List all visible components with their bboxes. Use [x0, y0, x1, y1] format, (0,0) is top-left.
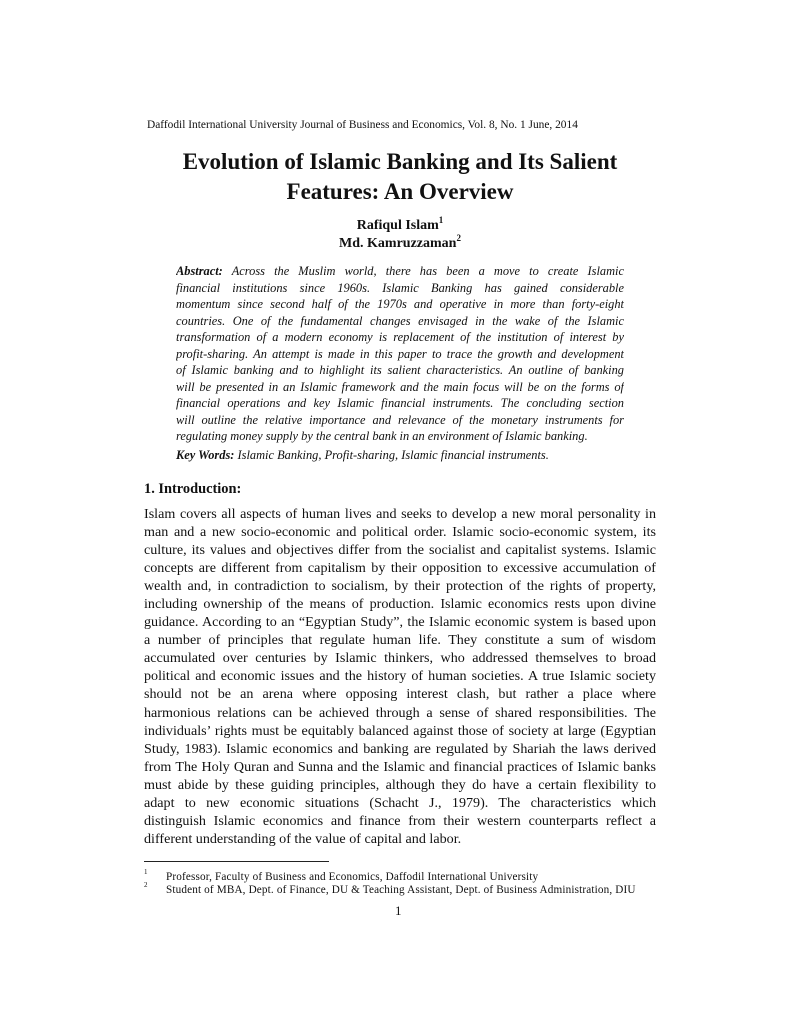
footnote-text: Student of MBA, Dept. of Finance, DU & Teaching Assistant, Dept. of Business Administration, DIU: [166, 884, 636, 896]
abstract-line: profit-sharing. An attempt is made in this paper to trace the growth and development: [176, 346, 624, 361]
page-number: 1: [395, 903, 402, 918]
paragraph-line: guidance. According to an “Egyptian Study”, the Islamic economic system is based upon: [144, 614, 656, 631]
paragraph-line: accumulated over centuries by Islamic thinkers, who addressed themselves to broad: [144, 650, 656, 667]
author-footnote-mark: 1: [438, 215, 444, 225]
paragraph-line: culture, its values and objectives differ from the socialist and capitalist systems. Islamic: [144, 542, 656, 559]
footnote-text: Professor, Faculty of Business and Economics, Daffodil International University: [166, 871, 539, 883]
author-footnote-mark: 2: [456, 233, 461, 243]
paragraph-line: different understanding of the value of capital and labor.: [144, 830, 462, 847]
abstract: [176, 263, 624, 445]
paragraph-line: wealth and, in contradiction to socialism, by their protection of the rights of property,: [144, 578, 656, 595]
abstract-line: regulating money supply by the central bank in an environment of Islamic banking.: [176, 429, 588, 443]
running-head: Daffodil International University Journal of Business and Economics, Vol. 8, No. 1 June, 2014: [147, 119, 578, 131]
author-2: [140, 233, 660, 252]
abstract-line: will outline the relative importance and relevance of the monetary instruments for: [176, 412, 624, 427]
paragraph-line: concepts are different from capitalism by their opposition to excessive accumulation of: [144, 560, 656, 577]
abstract-line: financial institutions since 1960s. Islamic Banking has gained considerable: [176, 280, 624, 295]
keywords-text: Islamic Banking, Profit-sharing, Islamic financial instruments.: [234, 448, 549, 462]
paragraph-line: adapt to new economic situations (Schacht J., 1979). The characteristics which: [144, 794, 656, 811]
section-heading: 1. Introduction:: [144, 481, 242, 497]
keywords: [176, 448, 624, 463]
paper-title: [140, 147, 660, 207]
abstract-line: momentum since second half of the 1970s and operative in more than forty-eight: [176, 297, 624, 311]
paragraph-line: political and economic issues and the history of human societies. A true Islamic society: [144, 668, 656, 685]
paragraph-line: individuals’ rights must be equitably balanced against those of society at large (Egyptian: [144, 722, 656, 739]
paragraph-line: man and a new socio-economic and political order. Islamic socio-economic system, its: [144, 524, 656, 541]
abstract-line: will be presented in an Islamic framework and the main focus will be on the forms of: [176, 379, 624, 394]
abstract-line: transformation of a modern economy is replacement of the institution of interest by: [176, 330, 624, 344]
footnote-mark: 1: [144, 868, 148, 876]
author-name: Md. Kamruzzaman: [339, 236, 457, 251]
paragraph-line: from The Holy Quran and Sunna and the Islamic and financial practices of Islamic banks: [144, 758, 656, 775]
footnote-divider: [144, 861, 329, 862]
title-line-2: Features: An Overview: [286, 179, 514, 204]
keywords-label: Key Words:: [176, 448, 235, 462]
introduction-paragraph: [144, 505, 656, 848]
paragraph-line: must abide by these guiding principles, although they do have a certain flexibility to: [144, 776, 656, 793]
abstract-text: Across the Muslim world, there has been a move to create Islamic: [222, 264, 624, 278]
abstract-line: countries. One of the fundamental changes envisaged in the wake of the Islamic: [176, 313, 624, 328]
abstract-line: financial operations and key Islamic financial instruments. The concluding section: [176, 396, 624, 410]
paragraph-line: should not be an arena where opposing interest clash, but rather a place where: [144, 686, 656, 703]
footnote-mark: 2: [144, 881, 148, 889]
title-line-1: Evolution of Islamic Banking and Its Salient: [182, 149, 618, 174]
abstract-line: [176, 263, 624, 280]
paragraph-line: including ownership of the means of production. Islamic economics rests upon divine: [144, 596, 656, 613]
paragraph-line: a number of principles that regulate human life. They constitute a sum of wisdom: [144, 632, 656, 649]
paragraph-line: Islam covers all aspects of human lives and seeks to develop a new moral personality in: [144, 506, 656, 522]
paragraph-line: harmonious relations can be achieved through a sense of shared responsibilities. The: [144, 704, 656, 721]
paragraph-line: Study, 1983). Islamic economics and banking are regulated by Shariah the laws derived: [144, 740, 656, 757]
paragraph-line: distinguish Islamic economics and finance from their western counterparts reflect a: [144, 812, 656, 829]
abstract-label: Abstract:: [176, 264, 223, 278]
author-1: [140, 215, 660, 234]
abstract-line: of Islamic banking and to highlight its salient characteristics. An outline of banking: [176, 363, 624, 377]
author-name: Rafiqul Islam: [356, 218, 439, 233]
